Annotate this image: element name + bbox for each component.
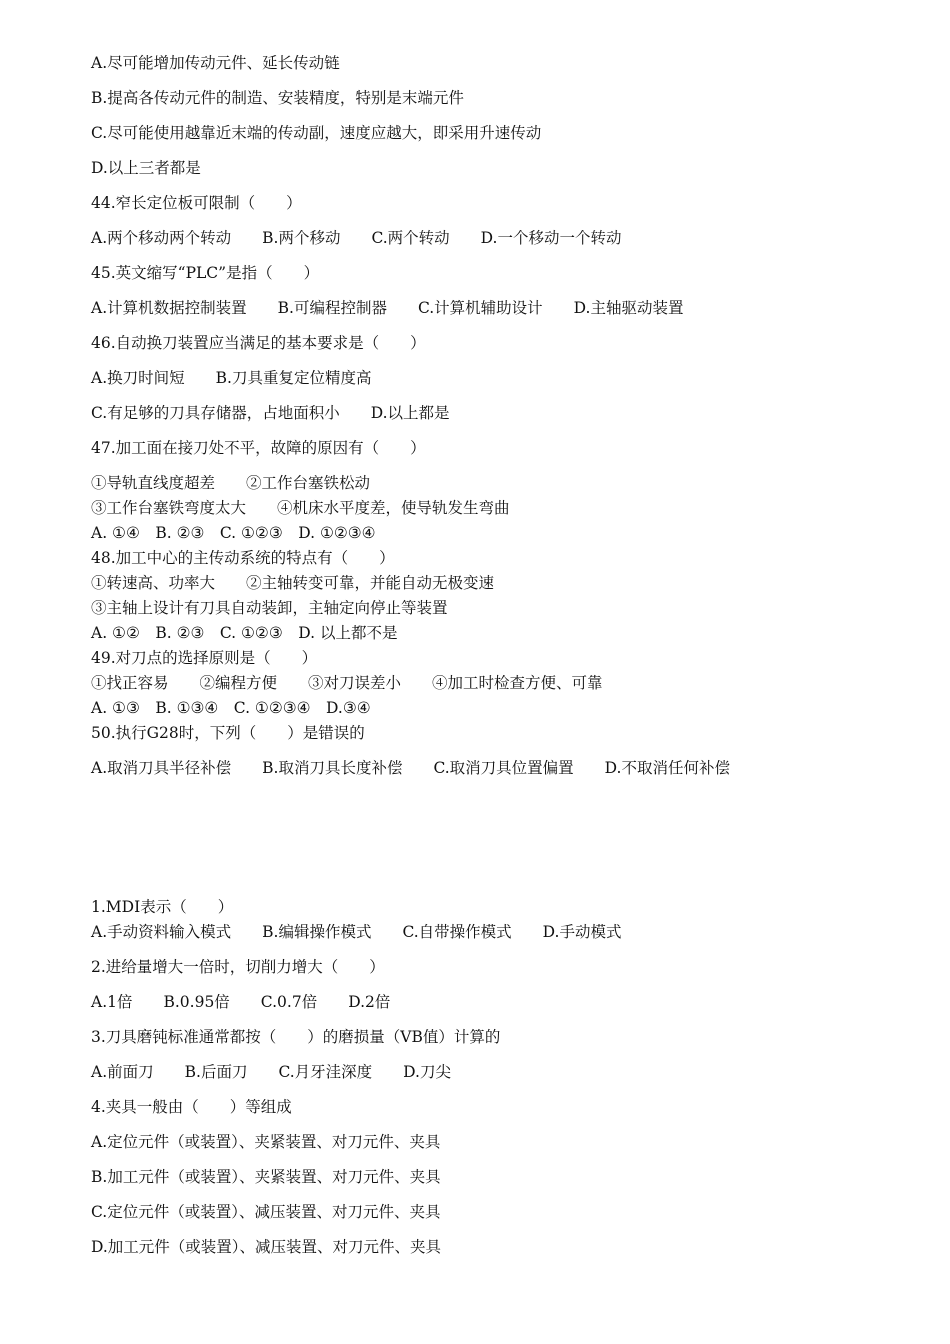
q43-option-d: D.以上三者都是: [91, 159, 201, 177]
s2-q2-options: A.1倍 B.0.95倍 C.0.7倍 D.2倍: [91, 993, 391, 1011]
q50-options: A.取消刀具半径补偿 B.取消刀具长度补偿 C.取消刀具位置偏置 D.不取消任何补偿: [91, 759, 730, 777]
q47-items-2: ③工作台塞铁弯度太大 ④机床水平度差，使导轨发生弯曲: [91, 499, 510, 517]
q43-option-b: B.提高各传动元件的制造、安装精度，特别是末端元件: [91, 89, 464, 107]
s2-q1-options: A.手动资料输入模式 B.编辑操作模式 C.自带操作模式 D.手动模式: [91, 923, 622, 941]
q48-options: A. ①② B. ②③ C. ①②③ D. 以上都不是: [91, 624, 398, 642]
s2-q2-question: 2.进给量增大一倍时，切削力增大（ ）: [91, 958, 385, 976]
q44-options: A.两个移动两个转动 B.两个移动 C.两个转动 D.一个移动一个转动: [91, 229, 622, 247]
q48-question: 48.加工中心的主传动系统的特点有（ ）: [91, 549, 395, 567]
q48-items-1: ①转速高、功率大 ②主轴转变可靠，并能自动无极变速: [91, 574, 495, 592]
s2-q3-options: A.前面刀 B.后面刀 C.月牙洼深度 D.刀尖: [91, 1063, 451, 1081]
s2-q4-question: 4.夹具一般由（ ）等组成: [91, 1098, 292, 1116]
s2-q4-option-b: B.加工元件（或装置）、夹紧装置、对刀元件、夹具: [91, 1168, 441, 1186]
q49-options: A. ①③ B. ①③④ C. ①②③④ D.③④: [91, 699, 371, 717]
q47-question: 47.加工面在接刀处不平，故障的原因有（ ）: [91, 439, 426, 457]
s2-q4-option-a: A.定位元件（或装置）、夹紧装置、对刀元件、夹具: [91, 1133, 441, 1151]
s2-q3-question: 3.刀具磨钝标准通常都按（ ）的磨损量（VB值）计算的: [91, 1028, 501, 1046]
q47-options: A. ①④ B. ②③ C. ①②③ D. ①②③④: [91, 524, 376, 542]
q44-question: 44.窄长定位板可限制（ ）: [91, 194, 302, 212]
s2-q1-question: 1.MDI表示（ ）: [91, 898, 234, 916]
q46-question: 46.自动换刀装置应当满足的基本要求是（ ）: [91, 334, 426, 352]
s2-q4-option-c: C.定位元件（或装置）、减压装置、对刀元件、夹具: [91, 1203, 441, 1221]
q49-items: ①找正容易 ②编程方便 ③对刀误差小 ④加工时检查方便、可靠: [91, 674, 603, 692]
q43-option-a: A.尽可能增加传动元件、延长传动链: [91, 54, 340, 72]
s2-q4-option-d: D.加工元件（或装置）、减压装置、对刀元件、夹具: [91, 1238, 442, 1256]
q49-question: 49.对刀点的选择原则是（ ）: [91, 649, 318, 667]
q46-options-cd: C.有足够的刀具存储器，占地面积小 D.以上都是: [91, 404, 450, 422]
q50-question: 50.执行G28时，下列（ ）是错误的: [91, 724, 365, 742]
q48-items-2: ③主轴上设计有刀具自动装卸，主轴定向停止等装置: [91, 599, 448, 617]
q43-option-c: C.尽可能使用越靠近末端的传动副，速度应越大，即采用升速传动: [91, 124, 542, 142]
q47-items-1: ①导轨直线度超差 ②工作台塞铁松动: [91, 474, 371, 492]
q46-options-ab: A.换刀时间短 B.刀具重复定位精度高: [91, 369, 372, 387]
q45-question: 45.英文缩写“PLC”是指（ ）: [91, 264, 320, 282]
q45-options: A.计算机数据控制装置 B.可编程控制器 C.计算机辅助设计 D.主轴驱动装置: [91, 299, 684, 317]
